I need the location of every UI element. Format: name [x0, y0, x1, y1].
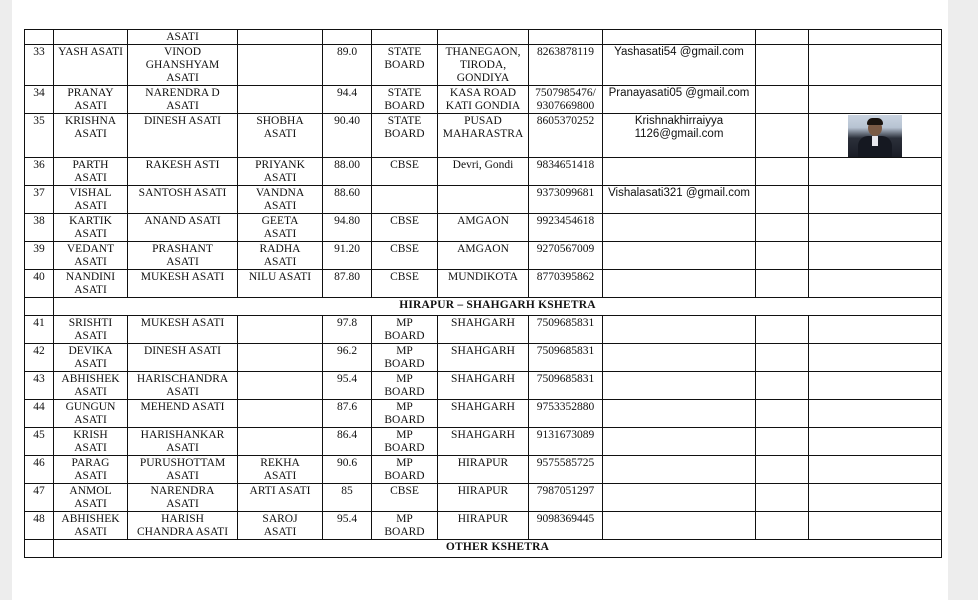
table-row — [25, 344, 942, 372]
col-email — [603, 344, 756, 372]
col-father-name: ANAND ASATI — [128, 214, 238, 242]
table-row — [25, 86, 942, 114]
col-blank — [756, 512, 809, 540]
col-board: MP BOARD — [372, 344, 438, 372]
col-serial: 48 — [25, 512, 54, 540]
col-mobile: 9270567009 — [529, 242, 603, 270]
col-serial: 37 — [25, 186, 54, 214]
col-email — [603, 428, 756, 456]
col-photo — [809, 186, 942, 214]
table-row — [25, 484, 942, 512]
col-student-name: ANMOL ASATI — [54, 484, 128, 512]
col-photo — [809, 270, 942, 298]
col-blank — [756, 86, 809, 114]
table-row — [25, 214, 942, 242]
col-student-name: VISHAL ASATI — [54, 186, 128, 214]
col-blank — [756, 400, 809, 428]
col-photo — [809, 372, 942, 400]
col-board — [372, 186, 438, 214]
table-row — [25, 456, 942, 484]
col-email — [603, 30, 756, 45]
col-serial: 35 — [25, 114, 54, 158]
col-mother-name — [238, 86, 323, 114]
col-photo — [809, 86, 942, 114]
section-title: HIRAPUR – SHAHGARH KSHETRA — [54, 298, 942, 316]
col-mobile: 7509685831 — [529, 372, 603, 400]
col-blank — [756, 428, 809, 456]
col-student-name: PRANAY ASATI — [54, 86, 128, 114]
col-mobile: 7507985476/ 9307669800 — [529, 86, 603, 114]
table-row — [25, 428, 942, 456]
col-photo — [809, 114, 942, 158]
col-mother-name: REKHA ASATI — [238, 456, 323, 484]
col-father-name: NARENDRA D ASATI — [128, 86, 238, 114]
col-address: KASA ROAD KATI GONDIA — [438, 86, 529, 114]
col-student-name: ABHISHEK ASATI — [54, 512, 128, 540]
col-email — [603, 158, 756, 186]
table-row — [25, 372, 942, 400]
col-percentage: 96.2 — [323, 344, 372, 372]
col-mobile: 9373099681 — [529, 186, 603, 214]
col-blank — [756, 316, 809, 344]
col-mother-name: ARTI ASATI — [238, 484, 323, 512]
col-board: CBSE — [372, 242, 438, 270]
col-board: MP BOARD — [372, 372, 438, 400]
student-table — [24, 29, 942, 558]
col-address: AMGAON — [438, 214, 529, 242]
col-mobile: 9834651418 — [529, 158, 603, 186]
section-spacer-cell — [25, 298, 54, 316]
col-father-name: HARISH CHANDRA ASATI — [128, 512, 238, 540]
table-row — [25, 30, 942, 45]
col-address: HIRAPUR — [438, 512, 529, 540]
col-student-name: NANDINI ASATI — [54, 270, 128, 298]
col-father-name: SANTOSH ASATI — [128, 186, 238, 214]
col-mother-name: SAROJ ASATI — [238, 512, 323, 540]
col-serial: 41 — [25, 316, 54, 344]
col-mother-name — [238, 344, 323, 372]
col-mobile: 8263878119 — [529, 45, 603, 86]
col-photo — [809, 316, 942, 344]
col-blank — [756, 344, 809, 372]
col-email — [603, 372, 756, 400]
col-photo — [809, 344, 942, 372]
col-photo — [809, 456, 942, 484]
col-percentage: 88.60 — [323, 186, 372, 214]
col-father-name: PRASHANT ASATI — [128, 242, 238, 270]
col-mother-name: SHOBHA ASATI — [238, 114, 323, 158]
col-mother-name — [238, 45, 323, 86]
col-father-name: NARENDRA ASATI — [128, 484, 238, 512]
col-mobile: 8770395862 — [529, 270, 603, 298]
table-row — [25, 512, 942, 540]
table-row — [25, 45, 942, 86]
col-percentage: 94.80 — [323, 214, 372, 242]
col-father-name: HARISCHANDRA ASATI — [128, 372, 238, 400]
student-photo — [848, 115, 902, 157]
col-address — [438, 186, 529, 214]
col-blank — [756, 270, 809, 298]
section-header-row — [25, 540, 942, 558]
col-father-name: VINOD GHANSHYAM ASATI — [128, 45, 238, 86]
col-board: CBSE — [372, 214, 438, 242]
col-board: MP BOARD — [372, 316, 438, 344]
col-address: AMGAON — [438, 242, 529, 270]
col-email — [603, 484, 756, 512]
col-email — [603, 456, 756, 484]
col-father-name: MEHEND ASATI — [128, 400, 238, 428]
col-student-name: SRISHTI ASATI — [54, 316, 128, 344]
col-percentage: 88.00 — [323, 158, 372, 186]
col-mobile: 9753352880 — [529, 400, 603, 428]
col-father-name: MUKESH ASATI — [128, 316, 238, 344]
table-body — [25, 30, 942, 558]
col-mobile: 9923454618 — [529, 214, 603, 242]
col-address: MUNDIKOTA — [438, 270, 529, 298]
section-spacer-cell — [25, 540, 54, 558]
col-board: CBSE — [372, 158, 438, 186]
col-father-name: ASATI — [128, 30, 238, 45]
col-mother-name — [238, 428, 323, 456]
col-student-name: ABHISHEK ASATI — [54, 372, 128, 400]
table-row — [25, 158, 942, 186]
col-address: PUSAD MAHARASTRA — [438, 114, 529, 158]
col-blank — [756, 186, 809, 214]
col-blank — [756, 114, 809, 158]
col-blank — [756, 214, 809, 242]
col-photo — [809, 242, 942, 270]
col-board: MP BOARD — [372, 400, 438, 428]
col-mother-name: NILU ASATI — [238, 270, 323, 298]
col-blank — [756, 372, 809, 400]
col-mobile — [529, 30, 603, 45]
col-email: Yashasati54 @gmail.com — [603, 45, 756, 86]
col-percentage: 91.20 — [323, 242, 372, 270]
col-percentage: 97.8 — [323, 316, 372, 344]
col-email — [603, 400, 756, 428]
col-email: Krishnakhirraiyya 1126@gmail.com — [603, 114, 756, 158]
col-photo — [809, 214, 942, 242]
col-blank — [756, 45, 809, 86]
col-mother-name — [238, 372, 323, 400]
col-serial: 34 — [25, 86, 54, 114]
col-father-name: DINESH ASATI — [128, 344, 238, 372]
col-mother-name — [238, 316, 323, 344]
col-board: CBSE — [372, 484, 438, 512]
col-serial: 39 — [25, 242, 54, 270]
col-serial: 40 — [25, 270, 54, 298]
col-percentage: 87.6 — [323, 400, 372, 428]
col-address: SHAHGARH — [438, 428, 529, 456]
col-address: HIRAPUR — [438, 484, 529, 512]
col-serial: 36 — [25, 158, 54, 186]
col-board: MP BOARD — [372, 512, 438, 540]
col-photo — [809, 158, 942, 186]
col-mobile: 8605370252 — [529, 114, 603, 158]
col-student-name: VEDANT ASATI — [54, 242, 128, 270]
col-serial: 46 — [25, 456, 54, 484]
table-row — [25, 186, 942, 214]
col-percentage: 95.4 — [323, 372, 372, 400]
col-percentage: 94.4 — [323, 86, 372, 114]
col-student-name: DEVIKA ASATI — [54, 344, 128, 372]
col-photo — [809, 30, 942, 45]
col-student-name: KARTIK ASATI — [54, 214, 128, 242]
col-blank — [756, 484, 809, 512]
table-row — [25, 114, 942, 158]
col-photo — [809, 484, 942, 512]
col-student-name: PARAG ASATI — [54, 456, 128, 484]
col-blank — [756, 158, 809, 186]
section-header-row — [25, 298, 942, 316]
col-email: Pranayasati05 @gmail.com — [603, 86, 756, 114]
col-serial: 44 — [25, 400, 54, 428]
col-photo — [809, 45, 942, 86]
col-percentage: 85 — [323, 484, 372, 512]
col-photo — [809, 400, 942, 428]
col-percentage: 95.4 — [323, 512, 372, 540]
col-email — [603, 242, 756, 270]
col-mother-name: RADHA ASATI — [238, 242, 323, 270]
col-email — [603, 512, 756, 540]
col-student-name: KRISHNA ASATI — [54, 114, 128, 158]
col-address: SHAHGARH — [438, 372, 529, 400]
col-address: SHAHGARH — [438, 400, 529, 428]
col-mother-name — [238, 30, 323, 45]
col-serial: 38 — [25, 214, 54, 242]
col-father-name: DINESH ASATI — [128, 114, 238, 158]
col-blank — [756, 30, 809, 45]
col-serial: 33 — [25, 45, 54, 86]
col-email — [603, 214, 756, 242]
col-mother-name — [238, 400, 323, 428]
col-mother-name: GEETA ASATI — [238, 214, 323, 242]
table-row — [25, 316, 942, 344]
col-mobile: 7509685831 — [529, 344, 603, 372]
col-email — [603, 316, 756, 344]
col-board: CBSE — [372, 270, 438, 298]
col-serial: 43 — [25, 372, 54, 400]
col-student-name: PARTH ASATI — [54, 158, 128, 186]
col-serial: 42 — [25, 344, 54, 372]
section-title: OTHER KSHETRA — [54, 540, 942, 558]
col-father-name: PURUSHOTTAM ASATI — [128, 456, 238, 484]
col-address — [438, 30, 529, 45]
col-student-name: YASH ASATI — [54, 45, 128, 86]
col-percentage: 89.0 — [323, 45, 372, 86]
col-serial: 45 — [25, 428, 54, 456]
col-student-name — [54, 30, 128, 45]
col-mother-name: VANDNA ASATI — [238, 186, 323, 214]
col-mobile: 9098369445 — [529, 512, 603, 540]
col-percentage: 86.4 — [323, 428, 372, 456]
col-mobile: 9575585725 — [529, 456, 603, 484]
col-mobile: 7987051297 — [529, 484, 603, 512]
col-father-name: RAKESH ASTI — [128, 158, 238, 186]
col-mobile: 9131673089 — [529, 428, 603, 456]
col-percentage: 90.6 — [323, 456, 372, 484]
col-address: THANEGAON, TIRODA, GONDIYA — [438, 45, 529, 86]
col-percentage: 87.80 — [323, 270, 372, 298]
col-address: SHAHGARH — [438, 316, 529, 344]
col-board: MP BOARD — [372, 456, 438, 484]
col-email: Vishalasati321 @gmail.com — [603, 186, 756, 214]
col-board: MP BOARD — [372, 428, 438, 456]
col-blank — [756, 242, 809, 270]
col-student-name: KRISH ASATI — [54, 428, 128, 456]
col-percentage — [323, 30, 372, 45]
col-board: STATE BOARD — [372, 45, 438, 86]
col-serial — [25, 30, 54, 45]
table-row — [25, 270, 942, 298]
col-board: STATE BOARD — [372, 86, 438, 114]
col-board — [372, 30, 438, 45]
table-row — [25, 400, 942, 428]
col-address: HIRAPUR — [438, 456, 529, 484]
col-address: SHAHGARH — [438, 344, 529, 372]
col-father-name: MUKESH ASATI — [128, 270, 238, 298]
col-percentage: 90.40 — [323, 114, 372, 158]
col-mother-name: PRIYANK ASATI — [238, 158, 323, 186]
col-serial: 47 — [25, 484, 54, 512]
col-mobile: 7509685831 — [529, 316, 603, 344]
col-address: Devri, Gondi — [438, 158, 529, 186]
col-photo — [809, 428, 942, 456]
col-photo — [809, 512, 942, 540]
col-board: STATE BOARD — [372, 114, 438, 158]
table-row — [25, 242, 942, 270]
col-father-name: HARISHANKAR ASATI — [128, 428, 238, 456]
col-student-name: GUNGUN ASATI — [54, 400, 128, 428]
col-email — [603, 270, 756, 298]
col-blank — [756, 456, 809, 484]
